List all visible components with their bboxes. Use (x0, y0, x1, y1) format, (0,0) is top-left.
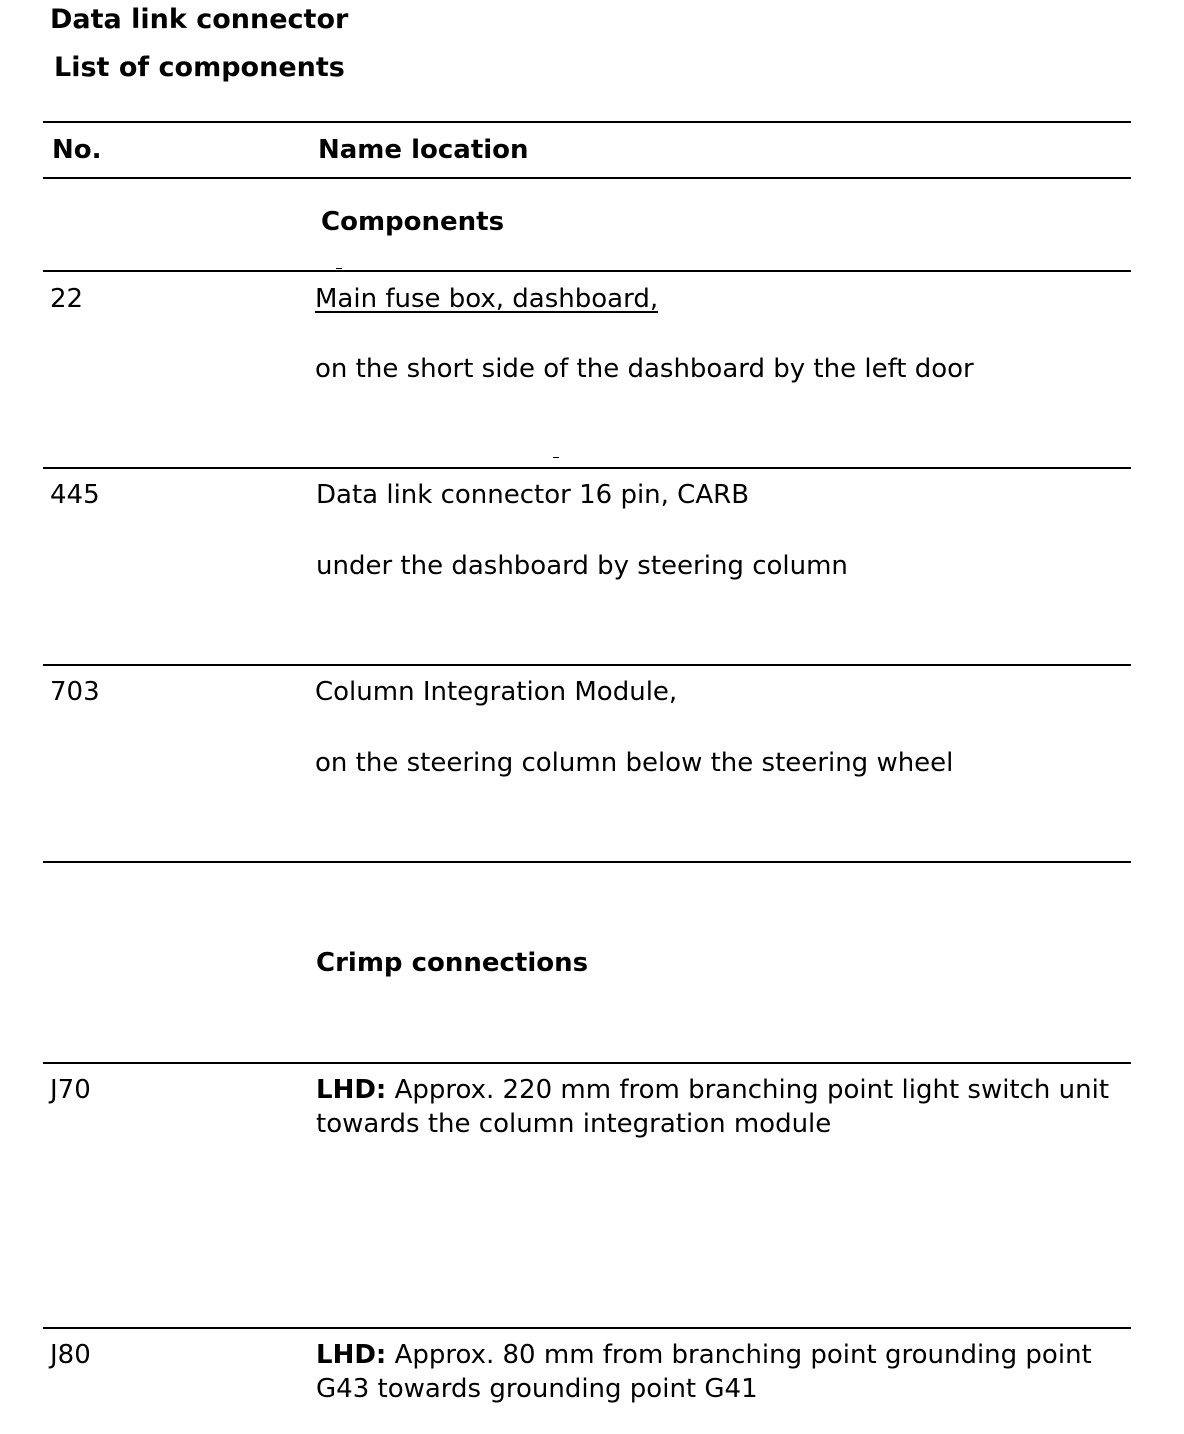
component-name: Data link connector 16 pin, CARB (316, 480, 750, 510)
crimp-prefix: LHD: (316, 1340, 387, 1370)
stray-mark (336, 268, 342, 269)
column-header-name-location: Name location (318, 135, 529, 165)
row-rule (43, 1327, 1131, 1329)
page-title: Data link connector (50, 4, 349, 35)
row-rule (43, 861, 1131, 863)
stray-mark (553, 457, 559, 458)
crimp-prefix: LHD: (316, 1075, 387, 1105)
row-number: J80 (50, 1340, 91, 1370)
page-subtitle: List of components (54, 52, 345, 83)
component-name: Column Integration Module, (315, 677, 678, 707)
crimp-description (316, 1338, 1096, 1406)
component-location: on the steering column below the steering wheel (315, 748, 954, 778)
crimp-description (316, 1073, 1116, 1141)
crimp-text: Approx. 220 mm from branching point light switch unit towards the column integration module (316, 1075, 1110, 1139)
component-location: under the dashboard by steering column (316, 551, 848, 581)
row-rule (43, 664, 1131, 666)
table-top-rule (43, 121, 1131, 123)
row-number: J70 (50, 1075, 91, 1105)
component-name: Main fuse box, dashboard, (315, 284, 659, 314)
column-header-no: No. (52, 135, 102, 165)
section-heading-crimp-connections: Crimp connections (316, 948, 589, 978)
row-rule (43, 1062, 1131, 1064)
header-bottom-rule (43, 177, 1131, 179)
row-number: 703 (50, 677, 100, 707)
row-rule (43, 467, 1131, 469)
row-rule (43, 270, 1131, 272)
row-number: 445 (50, 480, 100, 510)
section-heading-components: Components (321, 207, 505, 237)
crimp-text: Approx. 80 mm from branching point grounding point G43 towards grounding point G41 (316, 1340, 1092, 1404)
row-number: 22 (50, 284, 84, 314)
component-location: on the short side of the dashboard by the left door (315, 354, 974, 384)
